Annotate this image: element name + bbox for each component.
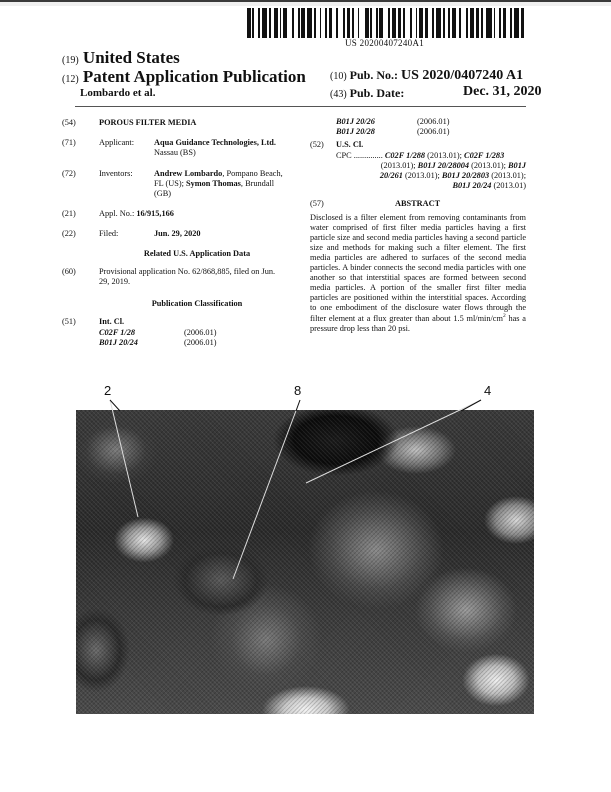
inventors-field	[62, 169, 312, 200]
figure-label-8: 8	[294, 383, 302, 398]
class-code: B01J 20/28	[336, 127, 375, 137]
cpc-line-2	[310, 161, 526, 171]
pub-no-code: (10)	[330, 71, 347, 82]
related-data-heading: Related U.S. Application Data	[143, 248, 251, 258]
country-line	[62, 48, 180, 68]
barcode-number: US 20200407240A1	[345, 38, 425, 48]
field-code: (60)	[62, 266, 76, 276]
superscript: 2	[502, 312, 506, 319]
figure-label-2: 2	[104, 383, 112, 398]
int-cl-label: Int. Cl.	[99, 317, 125, 327]
abstract-body-end: has a pressure drop less than 20 psi.	[310, 313, 526, 333]
cpc-code: 20/261	[379, 171, 403, 181]
pub-no-label: Pub. No.:	[349, 68, 399, 82]
us-cl-field	[310, 140, 526, 191]
class-version: (2006.01)	[184, 337, 217, 347]
cpc-code: B01J 20/24	[452, 181, 492, 191]
classification-heading: Publication Classification	[151, 299, 243, 309]
cpc-version: (2013.01);	[489, 171, 526, 181]
field-code: (52)	[310, 140, 324, 150]
cpc-code: C02F 1/283	[464, 150, 505, 160]
barcode	[247, 8, 527, 38]
inventor-1-location: , Pompano Beach,	[222, 168, 283, 178]
inventor-1-name: Andrew Lombardo	[154, 168, 223, 178]
classification-row	[310, 127, 526, 137]
doc-type-code: (12)	[62, 74, 79, 85]
cpc-code: B01J 20/2803	[441, 171, 490, 181]
country-code: (19)	[62, 55, 79, 66]
pub-date: Dec. 31, 2020	[463, 84, 542, 99]
cpc-code: B01J	[508, 160, 526, 170]
field-code: (51)	[62, 317, 76, 327]
inventors-line-2	[99, 179, 312, 189]
class-version: (2006.01)	[184, 327, 217, 337]
filed-field	[62, 229, 312, 239]
classification-row	[310, 117, 526, 127]
field-code: (22)	[62, 229, 76, 239]
int-cl-field	[62, 317, 312, 348]
cpc-version: (2013.01);	[469, 160, 509, 170]
class-code: B01J 20/24	[99, 337, 138, 347]
patent-title: POROUS FILTER MEDIA	[99, 118, 197, 127]
provisional-line-2: 29, 2019.	[99, 277, 131, 287]
header-divider	[75, 106, 526, 107]
filed-label: Filed:	[99, 229, 119, 239]
doc-type-line	[62, 67, 306, 87]
cpc-version: (2013.01);	[402, 171, 442, 181]
cpc-code: C02F 1/288	[384, 150, 426, 160]
appl-no-value: 16/915,166	[136, 209, 174, 219]
provisional-line-1: Provisional application No. 62/868,885, filed on Jun.	[99, 266, 276, 276]
country: United States	[82, 48, 180, 67]
window-top-shade	[0, 2, 611, 6]
applicant-field	[62, 138, 312, 158]
classification-row	[99, 338, 312, 348]
cpc-version: (2013.01)	[491, 181, 526, 191]
classification-row	[99, 328, 312, 338]
pub-number-line	[330, 68, 523, 84]
abstract-text	[310, 213, 526, 334]
inventor-2-name: Symon Thomas	[185, 178, 241, 188]
figure-label-4: 4	[484, 383, 492, 398]
applicant-name: Aqua Guidance Technologies, Ltd.	[154, 138, 276, 148]
doc-type: Patent Application Publication	[82, 67, 306, 86]
filed-value: Jun. 29, 2020	[154, 229, 201, 239]
abstract-body: Disclosed is a filter element from removing contaminants from water comprised of first filter media particles having a first particle size and second media particles having a second particle size and methods for making such a filter element. The first media particles are adhered to surfaces of the second media particles. A binder connects the second media particles with one another so that interstitial spaces are formed between second media particles. A portion of the smaller first filter media particles are positioned within the interstitial spaces. According to one embodiment of the disclosure water flows through the filter element at a flux greater than about 1.5 ml/min/cm	[310, 212, 526, 323]
appl-no-field	[62, 209, 312, 219]
cpc-prefix: CPC ..............	[336, 150, 383, 160]
figure-leader-lines	[76, 383, 534, 715]
field-code: (57)	[310, 199, 324, 209]
abstract-heading: ABSTRACT	[395, 199, 441, 209]
inventors-line-3: (GB)	[154, 189, 172, 199]
field-code: (54)	[62, 118, 76, 127]
figure	[76, 383, 534, 715]
field-code: (71)	[62, 138, 76, 148]
applicant-location: Nassau (BS)	[154, 148, 196, 158]
left-column	[62, 118, 312, 355]
class-version: (2006.01)	[417, 127, 450, 137]
us-cl-label: U.S. Cl.	[336, 140, 364, 150]
pub-date-code: (43)	[330, 89, 347, 100]
cpc-line-1	[310, 151, 526, 161]
provisional-field	[62, 267, 312, 287]
title-field	[62, 118, 312, 128]
appl-no-label: Appl. No.:	[99, 209, 135, 219]
pub-no: US 2020/0407240 A1	[401, 68, 524, 83]
pub-date-label: Pub. Date:	[349, 86, 405, 100]
cpc-version: (2013.01);	[425, 150, 465, 160]
cpc-line-4	[310, 181, 526, 191]
applicant-label: Applicant:	[99, 138, 135, 148]
right-column	[310, 117, 526, 334]
authors: Lombardo et al.	[80, 87, 156, 99]
field-code: (21)	[62, 209, 76, 219]
inventor-1-state: FL (US);	[154, 178, 186, 188]
class-code: B01J 20/26	[336, 117, 375, 126]
class-version: (2006.01)	[417, 117, 450, 126]
pub-date-line	[330, 84, 542, 101]
field-code: (72)	[62, 168, 76, 178]
cpc-line-3	[310, 171, 526, 181]
inventor-2-location: , Brundall	[240, 178, 275, 188]
cpc-version: (2013.01);	[380, 160, 418, 170]
cpc-code: B01J 20/28004	[417, 160, 470, 170]
inventors-label: Inventors:	[99, 168, 133, 178]
class-code: C02F 1/28	[99, 327, 136, 337]
abstract-heading-row	[310, 199, 526, 209]
